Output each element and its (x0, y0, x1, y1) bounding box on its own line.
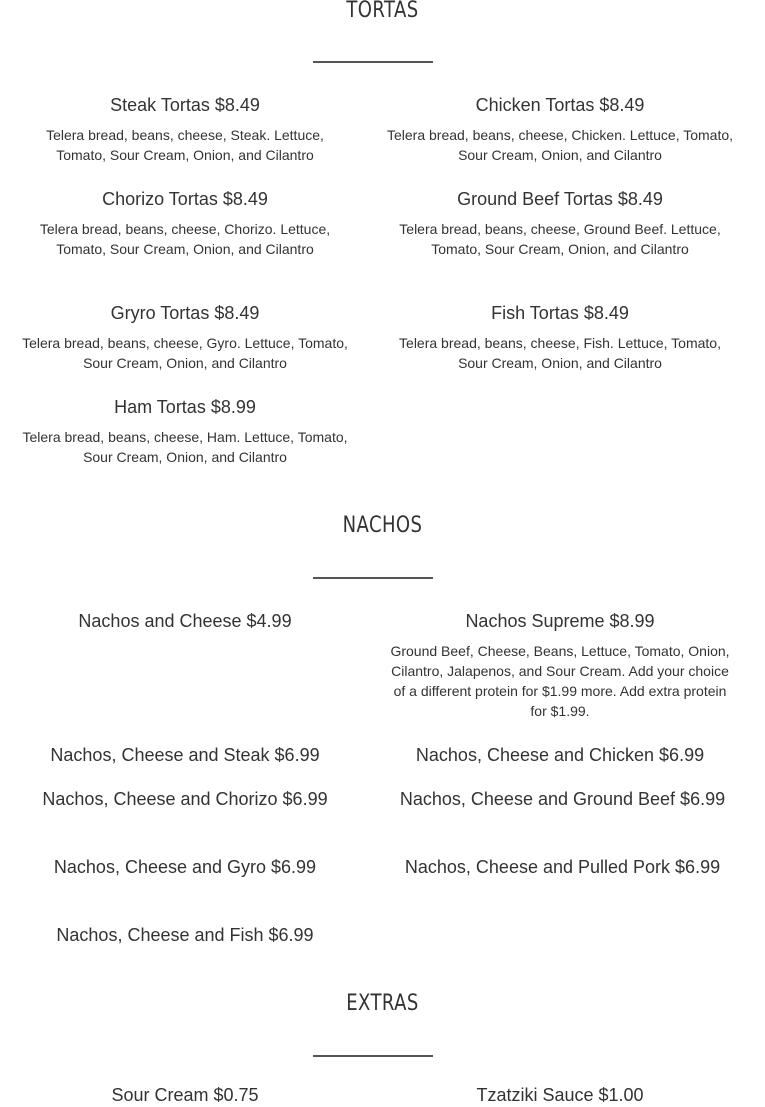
item-name: Nachos and Cheese $4.99 (78, 611, 292, 631)
menu-item-nachos-chicken (385, 743, 735, 767)
menu-item-nachos-ground-beef (395, 787, 730, 811)
item-description: Telera bread, beans, cheese, Steak. Lettuce, Tomato, Sour Cream, Onion, and Cilantro (46, 127, 324, 163)
menu-item-gyro-tortas (20, 301, 350, 373)
menu-item-nachos-fish (20, 923, 350, 947)
item-name: Ground Beef Tortas $8.49 (457, 189, 663, 209)
menu-item-chicken-tortas (385, 93, 735, 165)
item-name: Nachos, Cheese and Pulled Pork $6.99 (404, 857, 721, 877)
item-name: Nachos, Cheese and Chorizo $6.99 (42, 789, 328, 809)
menu-item-ground-beef-tortas (385, 187, 735, 259)
item-name: Fish Tortas $8.49 (491, 303, 629, 323)
item-description: Telera bread, beans, cheese, Ground Beef. Lettuce, Tomato, Sour Cream, Onion, and Cilantro (399, 221, 721, 257)
item-name: Nachos, Cheese and Fish $6.99 (56, 925, 314, 945)
item-name: Steak Tortas $8.49 (110, 95, 260, 115)
section-divider (313, 1055, 433, 1057)
item-description: Telera bread, beans, cheese, Gyro. Lettuce, Tomato, Sour Cream, Onion, and Cilantro (22, 335, 348, 371)
item-name: Ham Tortas $8.99 (114, 397, 256, 417)
section-title-nachos: NACHOS (342, 513, 423, 538)
section-divider (313, 577, 433, 579)
item-name: Chorizo Tortas $8.49 (102, 189, 268, 209)
section-divider (313, 61, 433, 63)
menu-item-steak-tortas (20, 93, 350, 165)
item-description: Telera bread, beans, cheese, Chorizo. Lettuce, Tomato, Sour Cream, Onion, and Cilantro (39, 221, 331, 257)
item-name: Nachos, Cheese and Steak $6.99 (50, 745, 320, 765)
menu-item-nachos-chorizo (20, 787, 350, 811)
item-description: Telera bread, beans, cheese, Chicken. Lettuce, Tomato, Sour Cream, Onion, and Cilantro (386, 127, 734, 163)
item-name: Sour Cream $0.75 (111, 1085, 259, 1105)
item-name: Nachos, Cheese and Chicken $6.99 (415, 745, 705, 765)
menu-item-fish-tortas (385, 301, 735, 373)
section-title-tortas: TORTAS (346, 0, 419, 23)
menu-item-tzatziki-sauce (385, 1083, 735, 1107)
menu-item-nachos-gyro (20, 855, 350, 879)
item-name: Nachos, Cheese and Ground Beef $6.99 (399, 789, 726, 809)
item-name: Nachos, Cheese and Gyro $6.99 (53, 857, 317, 877)
menu-item-nachos-supreme (385, 609, 735, 721)
section-title-extras: EXTRAS (346, 991, 419, 1016)
menu-item-chorizo-tortas (20, 187, 350, 259)
item-name: Gryro Tortas $8.49 (110, 303, 260, 323)
item-name: Tzatziki Sauce $1.00 (476, 1085, 644, 1105)
menu-item-nachos-steak (20, 743, 350, 767)
menu-item-nachos-pulled-pork (395, 855, 730, 879)
menu-item-sour-cream (20, 1083, 350, 1107)
item-description: Ground Beef, Cheese, Beans, Lettuce, Tomato, Onion, Cilantro, Jalapenos, and Sour Cream. Add your choice of a different protein for $1.99 more. Add extra protein for $1.99. (390, 643, 730, 719)
item-name: Chicken Tortas $8.49 (475, 95, 645, 115)
menu-item-ham-tortas (20, 395, 350, 467)
item-description: Telera bread, beans, cheese, Fish. Lettuce, Tomato, Sour Cream, Onion, and Cilantro (399, 335, 721, 371)
menu-item-nachos-and-cheese (20, 609, 350, 633)
item-name: Nachos Supreme $8.99 (465, 611, 655, 631)
item-description: Telera bread, beans, cheese, Ham. Lettuce, Tomato, Sour Cream, Onion, and Cilantro (22, 429, 348, 465)
